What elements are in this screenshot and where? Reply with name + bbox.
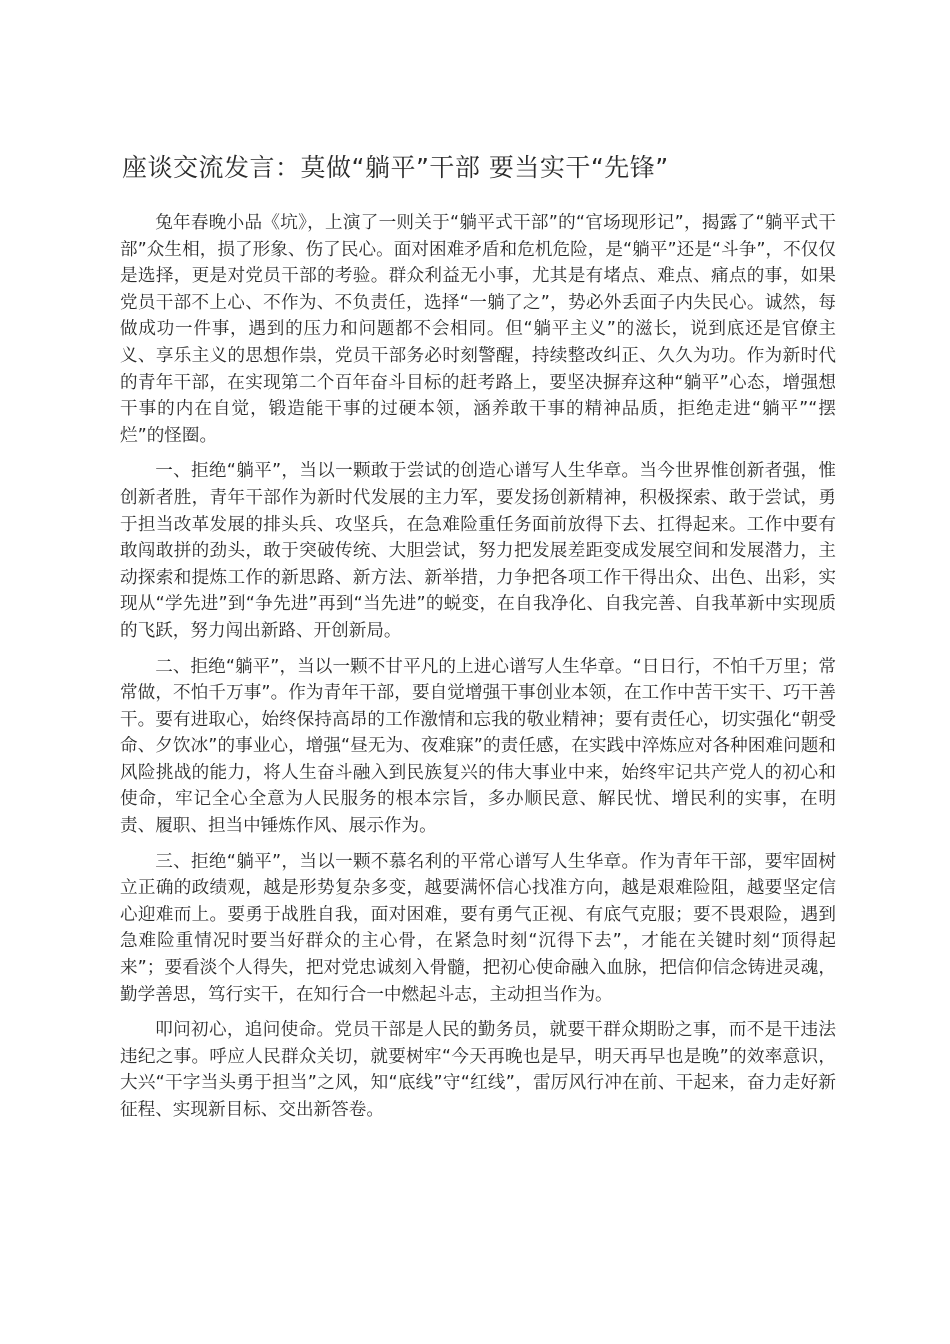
document-page: [120, 148, 836, 1133]
paragraph-section-two: 二、拒绝“躺平”，当以一颗不甘平凡的上进心谱写人生华章。“日日行，不怕千万里；常常做，不怕千万事”。作为青年干部，要自觉增强干事创业本领，在工作中苦干实干、巧干善干。要有进取心，始终保持高昂的工作激情和忘我的敬业精神；要有责任心，切实强化“朝受命、夕饮冰”的事业心，增强“昼无为、夜难寐”的责任感，在实践中淬炼应对各种困难问题和风险挑战的能力，将人生奋斗融入到民族复兴的伟大事业中来，始终牢记共产党人的初心和使命，牢记全心全意为人民服务的根本宗旨，多办顺民意、解民忧、增民利的实事，在明责、履职、担当中锤炼作风、展示作为。: [120, 656, 836, 837]
paragraph-conclusion: 叩问初心，追问使命。党员干部是人民的勤务员，就要干群众期盼之事，而不是干违法违纪之事。呼应人民群众关切，就要树牢“今天再晚也是早，明天再早也是晚”的效率意识，大兴“干字当头勇于担当”之风，知“底线”守“红线”，雷厉风行冲在前、干起来，奋力走好新征程、实现新目标、交出新答卷。: [120, 1020, 836, 1120]
document-title: 座谈交流发言：莫做“躺平”干部 要当实干“先锋”: [122, 153, 669, 182]
paragraph-intro: 兔年春晚小品《坑》，上演了一则关于“躺平式干部”的“官场现形记”，揭露了“躺平式干部”众生相，损了形象、伤了民心。面对困难矛盾和危机危险，是“躺平”还是“斗争”，不仅仅是选择，更是对党员干部的考验。群众利益无小事，尤其是有堵点、难点、痛点的事，如果党员干部不上心、不作为、不负责任，选择“一躺了之”，势必外丢面子内失民心。诚然，每做成功一件事，遇到的压力和问题都不会相同。但“躺平主义”的滋长，说到底还是官僚主义、享乐主义的思想作祟，党员干部务必时刻警醒，持续整改纠正、久久为功。作为新时代的青年干部，在实现第二个百年奋斗目标的赶考路上，要坚决摒弃这种“躺平”心态，增强想干事的内在自觉，锻造能干事的过硬本领，涵养敢干事的精神品质，拒绝走进“躺平”“摆烂”的怪圈。: [120, 213, 836, 446]
paragraph-section-one: 一、拒绝“躺平”，当以一颗敢于尝试的创造心谱写人生华章。当今世界惟创新者强，惟创新者胜，青年干部作为新时代发展的主力军，要发扬创新精神，积极探索、敢于尝试，勇于担当改革发展的排头兵、攻坚兵，在急难险重任务面前放得下去、扛得起来。工作中要有敢闯敢拼的劲头，敢于突破传统、大胆尝试，努力把发展差距变成发展空间和发展潜力，主动探索和提炼工作的新思路、新方法、新举措，力争把各项工作干得出众、出色、出彩，实现从“学先进”到“争先进”再到“当先进”的蜕变，在自我净化、自我完善、自我革新中实现质的飞跃，努力闯出新路、开创新局。: [120, 461, 836, 641]
paragraph-section-three: 三、拒绝“躺平”，当以一颗不慕名利的平常心谱写人生华章。作为青年干部，要牢固树立正确的政绩观，越是形势复杂多变，越要满怀信心找准方向，越是艰难险阻，越要坚定信心迎难而上。要勇于战胜自我，面对困难，要有勇气正视、有底气克服；要不畏艰险，遇到急难险重情况时要当好群众的主心骨，在紧急时刻“沉得下去”，才能在关键时刻“顶得起来”；要看淡个人得失，把对党忠诚刻入骨髓，把初心使命融入血脉，把信仰信念铸进灵魂，勤学善思，笃行实干，在知行合一中燃起斗志，主动担当作为。: [120, 851, 836, 1005]
